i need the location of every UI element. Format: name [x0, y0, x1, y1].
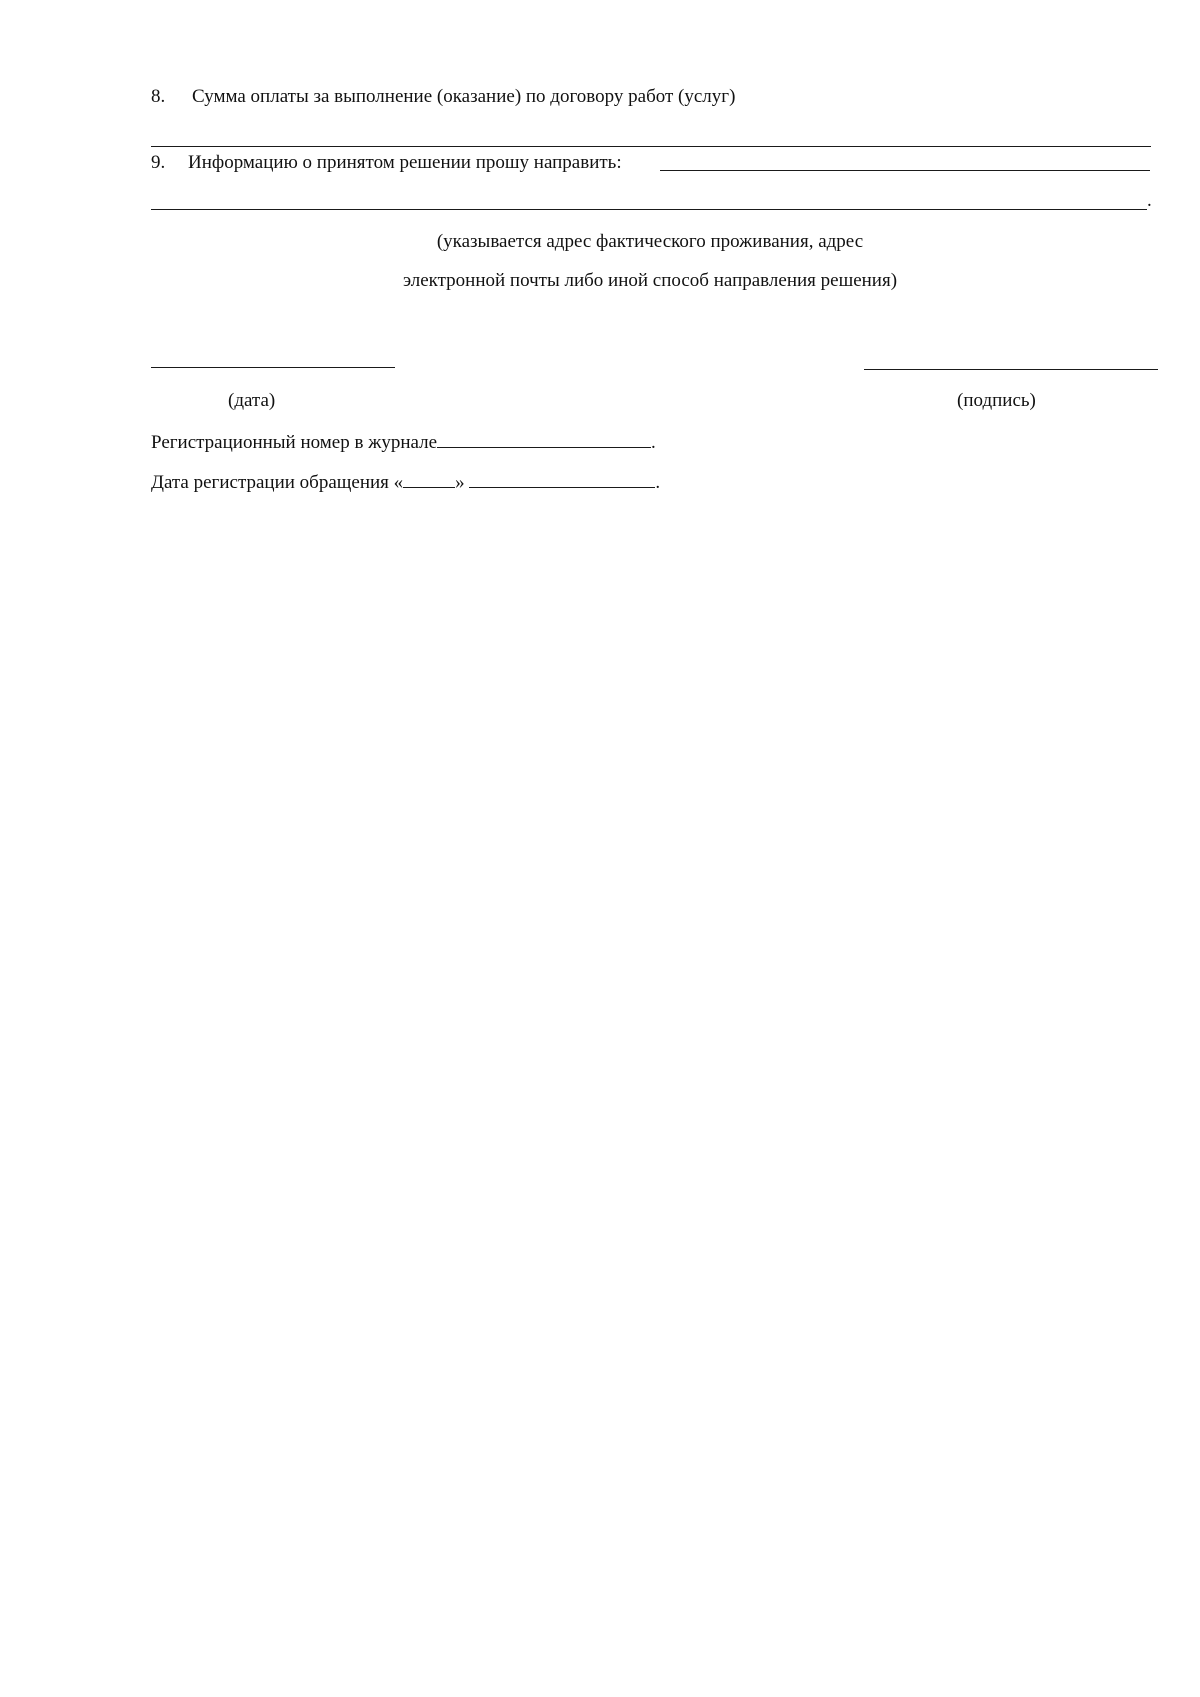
open-quote: « [393, 472, 404, 493]
registration-date-period: . [655, 472, 661, 493]
date-line[interactable] [151, 367, 395, 368]
registration-number-field[interactable] [437, 431, 651, 448]
item-9-answer-line-1[interactable] [660, 170, 1150, 171]
registration-date-label: Дата регистрации обращения [151, 472, 389, 493]
signature-caption: (подпись) [957, 390, 1036, 411]
item-8 [151, 86, 735, 108]
item-8-answer-line[interactable] [151, 146, 1151, 147]
address-hint-line-2: электронной почты либо иной способ направления решения) [402, 270, 898, 291]
address-hint-line-1: (указывается адрес фактического проживания, адрес [436, 231, 864, 252]
item-8-number: 8. [151, 86, 166, 107]
item-9-number: 9. [151, 152, 166, 173]
registration-number-row [151, 431, 656, 454]
item-9-label: Информацию о принятом решении прошу направить: [188, 152, 622, 173]
item-8-label: Сумма оплаты за выполнение (оказание) по договору работ (услуг) [192, 86, 736, 107]
registration-number-period: . [651, 432, 656, 453]
item-9-answer-line-2[interactable] [151, 209, 1147, 210]
registration-day-field[interactable] [403, 471, 455, 488]
registration-month-year-field[interactable] [469, 471, 655, 488]
item-9-end-period: . [1147, 190, 1152, 211]
signature-line[interactable] [864, 369, 1158, 370]
item-9 [151, 152, 622, 174]
registration-number-label: Регистрационный номер в журнале [151, 432, 438, 453]
date-caption: (дата) [228, 390, 276, 411]
close-quote: » [455, 472, 465, 493]
registration-date-row [151, 471, 660, 494]
